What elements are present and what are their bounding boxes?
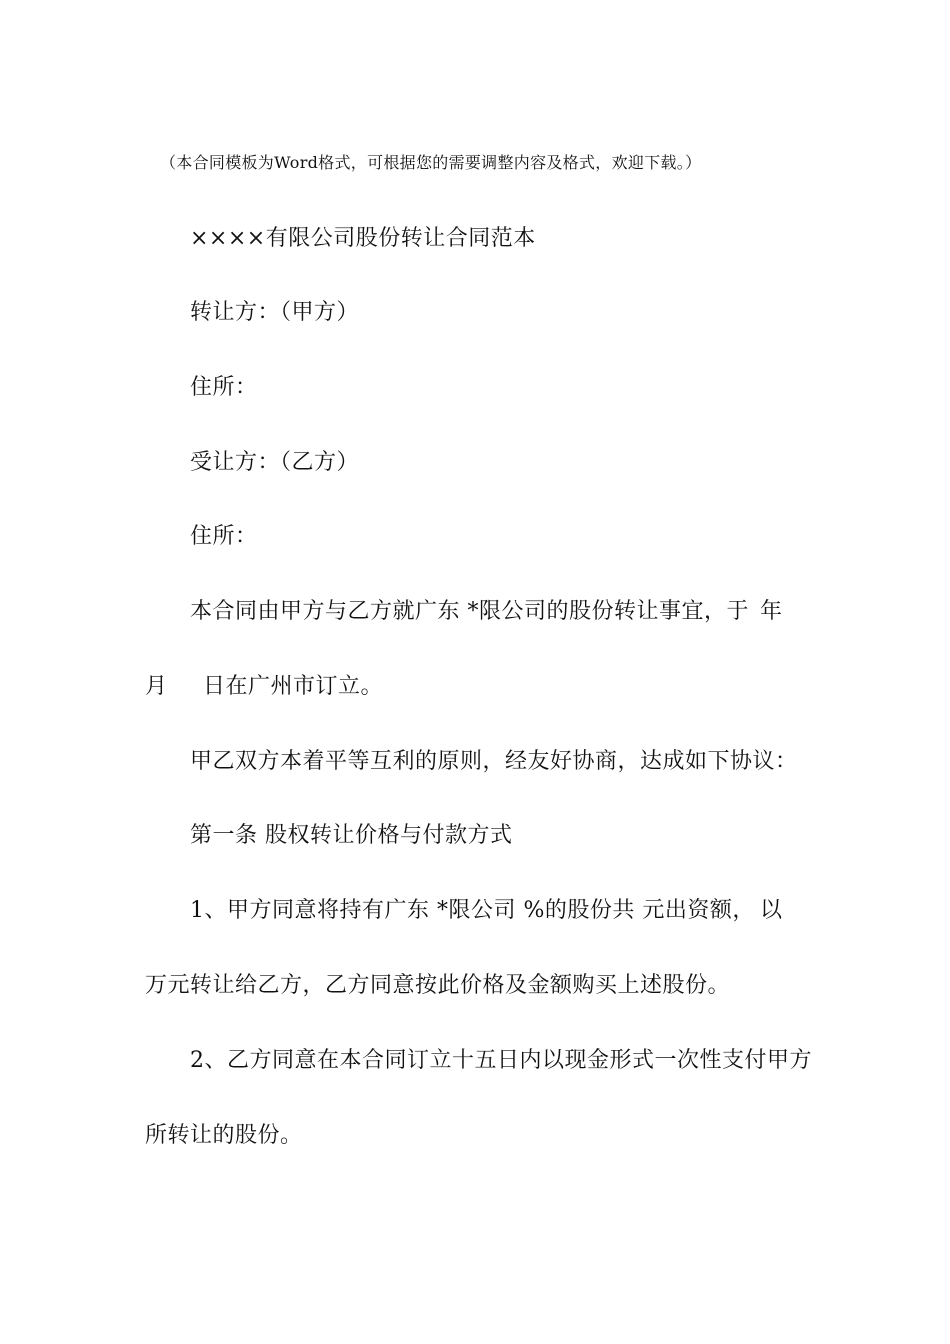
transferee-line: 受让方：（乙方） bbox=[190, 450, 360, 475]
intro-paragraph-line-1 bbox=[190, 597, 749, 627]
clause-2-line-1: 2、乙方同意在本合同订立十五日内以现金形式一次性支付甲方 bbox=[190, 1048, 812, 1073]
intro-text: 本合同由甲方与乙方就广东 *限公司的股份转让事宜，于 bbox=[190, 599, 749, 624]
intro-date-text: 日在广州市订立。 bbox=[203, 674, 384, 699]
article-1-heading: 第一条 股权转让价格与付款方式 bbox=[190, 823, 513, 848]
transferor-line: 转让方：（甲方） bbox=[190, 300, 360, 325]
clause-1-line-1: 1、甲方同意将持有广东 *限公司 %的股份共 元出资额， bbox=[190, 898, 755, 923]
clause-2-line-2: 所转让的股份。 bbox=[145, 1123, 303, 1148]
transferor-address-line: 住所： bbox=[190, 375, 258, 400]
template-note: （本合同模板为Word格式，可根据您的需要调整内容及格式，欢迎下载。） bbox=[160, 153, 702, 172]
document-title: ××××有限公司股份转让合同范本 bbox=[190, 226, 536, 251]
transferee-address-line: 住所： bbox=[190, 524, 258, 549]
clause-1-line-2: 万元转让给乙方，乙方同意按此价格及金额购买上述股份。 bbox=[145, 973, 731, 998]
intro-month-label: 月 bbox=[145, 674, 168, 699]
intro-year-label: 年 bbox=[760, 599, 783, 624]
clause-1-line-1-end: 以 bbox=[760, 898, 783, 923]
principle-paragraph: 甲乙双方本着平等互利的原则，经友好协商，达成如下协议： bbox=[190, 749, 798, 774]
